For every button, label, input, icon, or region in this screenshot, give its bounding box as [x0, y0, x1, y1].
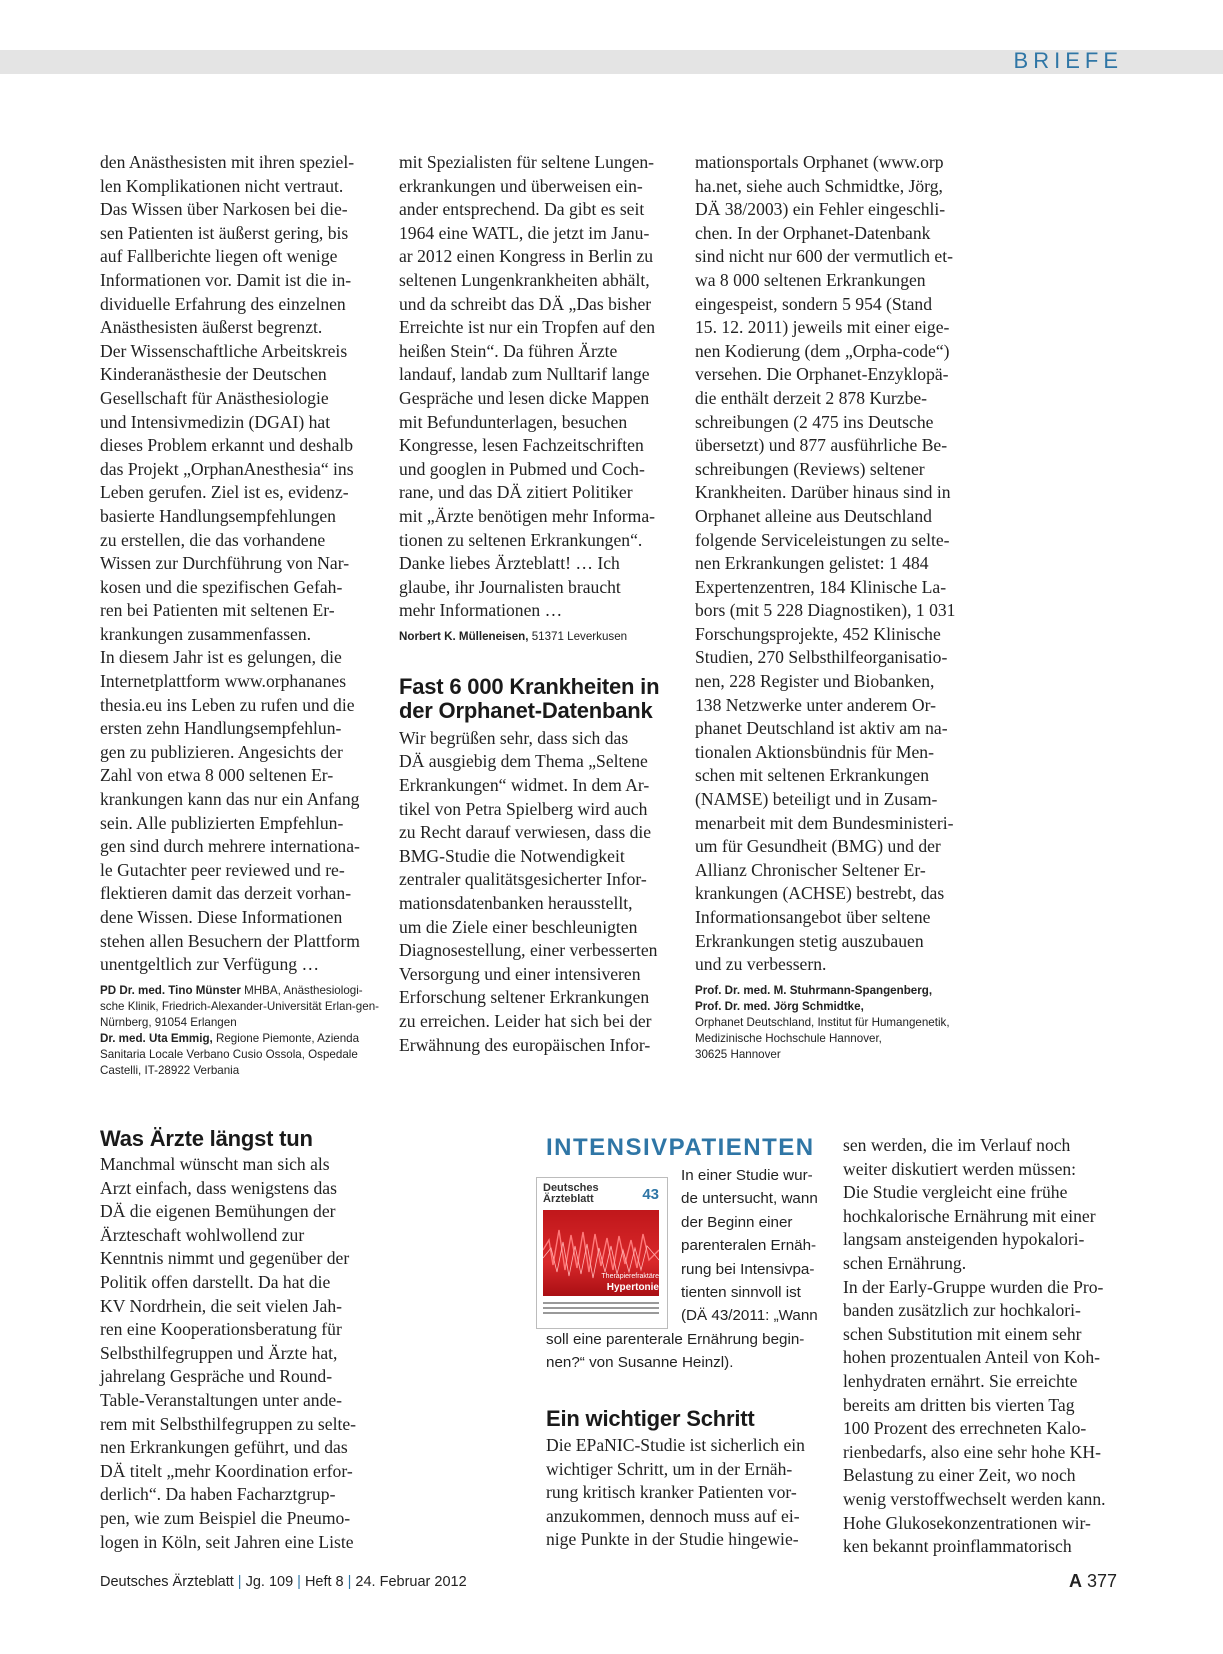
text-line: zu Recht darauf verwiesen, dass die — [399, 822, 652, 843]
text-line: ken bekannt proinflammatorisch — [843, 1536, 1072, 1557]
text-line: de untersucht, wann — [681, 1190, 818, 1208]
text-line: tienten sinnvoll ist — [681, 1284, 801, 1302]
text-line: 100 Prozent des errechneten Kalo- — [843, 1418, 1087, 1439]
text-line: anzukommen, dennoch muss auf ei- — [546, 1505, 800, 1526]
text-line: Manchmal wünscht man sich als — [100, 1154, 330, 1174]
text-line: sind nicht nur 600 der vermutlich et- — [695, 246, 953, 267]
author-name: Prof. Dr. med. M. Stuhrmann-Spangenberg, — [695, 983, 933, 997]
text-line: und Intensivmedizin (DGAI) hat — [100, 411, 331, 432]
text-line: derlich“. Da haben Facharztgrup- — [100, 1484, 336, 1505]
text-line: kosen und die spezifischen Gefah- — [100, 576, 343, 597]
section-label: BRIEFE — [1013, 48, 1123, 73]
text-line: Krankheiten. Darüber hinaus sind in — [695, 482, 951, 503]
text-line: um die Ziele einer beschleunigten — [399, 916, 638, 937]
text-line: tikel von Petra Spielberg wird auch — [399, 798, 648, 819]
text-line: nen Erkrankungen gelistet: 1 484 — [695, 553, 929, 574]
column-2-byline — [399, 629, 681, 645]
text-line: basierte Handlungsempfehlungen — [100, 505, 336, 526]
text-line: krankungen (ACHSE) bestrebt, das — [695, 883, 945, 904]
text-line: ersten zehn Handlungsempfehlun- — [100, 718, 342, 739]
text-line: logen in Köln, seit Jahren eine Liste — [100, 1531, 354, 1552]
text-line: dene Wissen. Diese Informationen — [100, 907, 343, 927]
text-line: folgende Serviceleistungen zu selte- — [695, 529, 950, 550]
text-line: 15. 12. 2011) jeweils mit einer eige- — [695, 317, 950, 338]
text-line: mationsportals Orphanet (www.orp — [695, 152, 944, 172]
text-line: In der Early-Gruppe wurden die Pro- — [843, 1276, 1104, 1297]
text-line: Erwähnung des europäischen Infor- — [399, 1034, 651, 1055]
text-line: nige Punkte in der Studie hingewie- — [546, 1529, 799, 1550]
text-line: Der Wissenschaftliche Arbeitskreis — [100, 340, 348, 361]
text-line: Danke liebes Ärzteblatt! … Ich — [399, 553, 620, 574]
bottom-column-1 — [100, 1127, 382, 1554]
text-line: Gespräche und lesen dicke Mappen — [399, 387, 650, 408]
text-line: ren eine Kooperationsberatung für — [100, 1319, 342, 1340]
text-line: Belastung zu einer Zeit, wo noch — [843, 1465, 1076, 1486]
text-line: Informationsangebot über seltene — [695, 907, 931, 927]
column-1 — [100, 151, 382, 1079]
text-line: weiter diskutiert werden müssen: — [843, 1158, 1077, 1179]
author-name: PD Dr. med. Tino Münster — [100, 983, 241, 997]
text-line: banden zusätzlich zur hochkalori- — [843, 1300, 1081, 1321]
text-line: Politik offen darstellt. Da hat die — [100, 1271, 331, 1292]
text-line: auf Fallberichte liegen oft wenige — [100, 246, 338, 267]
text-line: sen Patienten ist äußerst gering, bis — [100, 222, 349, 243]
text-line: rienbedarfs, also eine sehr hohe KH- — [843, 1441, 1101, 1462]
column-2-text — [399, 151, 681, 623]
text-line: Wissen zur Durchführung von Nar- — [100, 553, 350, 574]
cover-title: Deutsches Ärzteblatt — [543, 1182, 599, 1205]
text-line: heißen Stein“. Da führen Ärzte — [399, 340, 618, 361]
text-line: Arzt einfach, dass wenigstens das — [100, 1177, 337, 1198]
text-line: 1964 eine WATL, die jetzt im Janu- — [399, 222, 650, 243]
text-line: Versorgung und einer intensiveren — [399, 963, 641, 984]
column-1-byline — [100, 983, 382, 1079]
author-name: Norbert K. Mülleneisen, — [399, 629, 529, 643]
text-line: tionen zu seltenen Erkrankungen“. — [399, 529, 643, 550]
text-line: landauf, landab zum Nulltarif lange — [399, 364, 650, 385]
text-line: mit Befundunterlagen, besuchen — [399, 411, 628, 432]
text-line: ren bei Patienten mit seltenen Er- — [100, 600, 335, 621]
text-line: Erforschung seltener Erkrankungen — [399, 987, 650, 1008]
text-line: sen werden, die im Verlauf noch — [843, 1135, 1071, 1155]
text-line: lenhydraten ernährt. Sie erreichte — [843, 1370, 1078, 1391]
author-affiliation: 30625 Hannover — [695, 1047, 781, 1061]
text-line: Allianz Chronischer Seltener Er- — [695, 859, 926, 880]
intensiv-intro-full — [546, 1328, 826, 1375]
journal-volume: Jg. 109 — [245, 1574, 294, 1590]
section-title: INTENSIVPATIENTEN — [546, 1134, 815, 1161]
text-line: Expertenzentren, 184 Klinische La- — [695, 576, 947, 597]
author-affiliation: Medizinische Hochschule Hannover, — [695, 1031, 882, 1045]
author-affiliation: MHBA, Anästhesiologi-sche Klinik, Friedrich-Alexander-Universität Erlan-gen-Nürnberg, 91054 Erlangen — [100, 983, 379, 1029]
text-line: stehen allen Besuchern der Plattform — [100, 930, 360, 951]
journal-date: 24. Februar 2012 — [355, 1574, 467, 1590]
cover-subtitle: Therapierefraktäre — [601, 1273, 659, 1280]
text-line: Zahl von etwa 8 000 seltenen Er- — [100, 765, 334, 786]
text-line: wichtiger Schritt, um in der Ernäh- — [546, 1458, 793, 1479]
journal-cover-image — [536, 1177, 668, 1329]
text-line: schen Substitution mit einem sehr — [843, 1323, 1082, 1344]
author-name: Dr. med. Uta Emmig, — [100, 1031, 213, 1045]
text-line: übersetzt) und 877 ausführliche Be- — [695, 435, 948, 456]
text-line: parenteralen Ernäh- — [681, 1237, 817, 1255]
text-line: mationsdatenbanken herausstellt, — [399, 893, 633, 914]
text-line: Leben gerufen. Ziel ist es, evidenz- — [100, 482, 349, 503]
text-line: zentraler qualitätsgesicherter Infor- — [399, 869, 647, 890]
text-line: In diesem Jahr ist es gelungen, die — [100, 647, 342, 668]
text-line: (NAMSE) beteiligt und in Zusam- — [695, 789, 938, 810]
bottom-column-1-text — [100, 1153, 382, 1554]
text-line: Diagnosestellung, einer verbesserten — [399, 940, 658, 961]
text-line: tionalen Aktionsbündnis für Men- — [695, 741, 934, 762]
text-line: hohen prozentualen Anteil von Koh- — [843, 1347, 1100, 1368]
text-line: nen, 228 Register und Biobanken, — [695, 671, 935, 692]
text-line: len Komplikationen nicht vertraut. — [100, 175, 344, 196]
cover-headline: Hypertonie — [606, 1282, 659, 1293]
text-line: der Beginn einer — [681, 1213, 793, 1231]
text-line: und googlen in Pubmed und Coch- — [399, 458, 645, 479]
author-name: Prof. Dr. med. Jörg Schmidtke, — [695, 999, 864, 1013]
text-line: Orphanet alleine aus Deutschland — [695, 505, 932, 526]
text-line: hochkalorische Ernährung mit einer — [843, 1205, 1096, 1226]
column-3 — [695, 151, 985, 1063]
text-line: soll eine parenterale Ernährung begin- — [546, 1331, 805, 1348]
text-line: DÄ titelt „mehr Koordination erfor- — [100, 1460, 353, 1481]
text-line: Studien, 270 Selbsthilfeorganisatio- — [695, 647, 948, 668]
column-2 — [399, 151, 681, 1057]
text-line: rung kritisch kranker Patienten vor- — [546, 1482, 797, 1503]
text-line: wenig verstoffwechselt werden kann. — [843, 1488, 1106, 1509]
bottom-column-2 — [546, 1407, 828, 1552]
text-line: Erkrankungen“ widmet. In dem Ar- — [399, 775, 650, 796]
text-line: le Gutachter peer reviewed und re- — [100, 859, 345, 880]
page-number: A 377 — [1068, 1571, 1117, 1591]
text-line: Selbsthilfegruppen und Ärzte hat, — [100, 1342, 338, 1363]
text-line: Kinderanästhesie der Deutschen — [100, 364, 327, 385]
text-line: Anästhesisten äußerst begrenzt. — [100, 317, 323, 338]
text-line: rung bei Intensivpa- — [681, 1260, 815, 1278]
text-line: Forschungsprojekte, 452 Klinische — [695, 623, 941, 644]
cover-issue-number: 43 — [642, 1186, 659, 1203]
text-line: rane, und das DÄ zitiert Politiker — [399, 482, 633, 503]
text-line: Hohe Glukosekonzentrationen wir- — [843, 1512, 1091, 1533]
text-line: langsam ansteigenden hypokalori- — [843, 1229, 1085, 1250]
text-line: glaube, ihr Journalisten braucht — [399, 576, 621, 597]
text-line: Das Wissen über Narkosen bei die- — [100, 199, 348, 220]
text-line: BMG-Studie die Notwendigkeit — [399, 845, 625, 866]
text-line: die enthält derzeit 2 878 Kurzbe- — [695, 387, 928, 408]
text-line: und zu verbessern. — [695, 954, 827, 975]
text-line: phanet Deutschland ist aktiv am na- — [695, 718, 948, 739]
text-line: krankungen kann das nur ein Anfang — [100, 789, 360, 810]
text-line: gen sind durch mehrere internationa- — [100, 836, 360, 857]
text-line: Gesellschaft für Anästhesiologie — [100, 387, 329, 408]
text-line: gen zu publizieren. Angesichts der — [100, 741, 343, 762]
author-affiliation: Orphanet Deutschland, Institut für Humangenetik, — [695, 1015, 950, 1029]
text-line: DÄ ausgiebig dem Thema „Seltene — [399, 751, 648, 772]
text-line: Erkrankungen stetig auszubauen — [695, 930, 924, 951]
text-line: unentgeltlich zur Verfügung … — [100, 954, 320, 975]
text-line: Kongresse, lesen Fachzeitschriften — [399, 435, 644, 456]
text-line: Die Studie vergleicht eine frühe — [843, 1182, 1068, 1203]
text-line: dieses Problem erkannt und deshalb — [100, 435, 354, 456]
text-line: nen?“ von Susanne Heinzl). — [546, 1354, 734, 1372]
text-line: dividuelle Erfahrung des einzelnen — [100, 293, 346, 314]
bottom-column-3 — [843, 1134, 1133, 1559]
text-line: Informationen vor. Damit ist die in- — [100, 269, 352, 290]
text-line: bereits am dritten bis vierten Tag — [843, 1394, 1075, 1415]
text-line: schreibungen (2 475 ins Deutsche — [695, 411, 934, 432]
bottom-column-2-text — [546, 1434, 828, 1552]
text-line: und da schreibt das DÄ „Das bisher — [399, 293, 652, 314]
text-line: seltenen Lungenkrankheiten abhält, — [399, 269, 650, 290]
text-line: Internetplattform www.orphananes — [100, 671, 347, 692]
text-line: DÄ 38/2003) ein Fehler eingeschli- — [695, 199, 946, 220]
text-line: nen Erkrankungen geführt, und das — [100, 1437, 348, 1458]
text-line: ander entsprechend. Da gibt es seit — [399, 199, 645, 220]
text-line: mit „Ärzte benötigen mehr Informa- — [399, 505, 655, 526]
text-line: Die EPaNIC-Studie ist sicherlich ein — [546, 1435, 805, 1455]
journal-issue: Heft 8 — [304, 1574, 344, 1590]
text-line: ha.net, siehe auch Schmidtke, Jörg, — [695, 175, 943, 196]
article-heading: Was Ärzte längst tun — [100, 1126, 313, 1151]
intensiv-intro-side — [681, 1164, 826, 1328]
text-line: flektieren damit das derzeit vorhan- — [100, 883, 352, 904]
text-line: mehr Informationen … — [399, 600, 563, 621]
text-line: wa 8 000 seltenen Erkrankungen — [695, 269, 926, 290]
cover-text-lines — [543, 1302, 659, 1317]
article-heading: Ein wichtiger Schritt — [546, 1406, 755, 1431]
journal-name: Deutsches Ärzteblatt — [100, 1574, 234, 1590]
column-3-text — [695, 151, 985, 977]
text-line: Wir begrüßen sehr, dass sich das — [399, 727, 629, 748]
column-3-byline — [695, 983, 985, 1063]
text-line: ar 2012 einen Kongress in Berlin zu — [399, 246, 654, 267]
text-line: thesia.eu ins Leben zu rufen und die — [100, 694, 355, 715]
text-line: krankungen zusammenfassen. — [100, 623, 312, 644]
author-affiliation: Regione Piemonte, Azienda Sanitaria Locale Verbano Cusio Ossola, Ospedale Castelli, IT-28922 Verbania — [100, 1031, 360, 1077]
text-line: mit Spezialisten für seltene Lungen- — [399, 152, 655, 172]
text-line: 138 Netzwerke unter anderem Or- — [695, 694, 936, 715]
text-line: Table-Veranstaltungen unter ande- — [100, 1389, 343, 1410]
text-line: rem mit Selbsthilfegruppen zu selte- — [100, 1413, 357, 1434]
text-line: um für Gesundheit (BMG) und der — [695, 836, 941, 857]
text-line: chen. In der Orphanet-Datenbank — [695, 222, 931, 243]
column-1-text — [100, 151, 382, 977]
text-line: menarbeit mit dem Bundesministeri- — [695, 812, 954, 833]
text-line: Erreichte ist nur ein Tropfen auf den — [399, 317, 656, 338]
text-line: erkrankungen und überweisen ein- — [399, 175, 643, 196]
bottom-column-3-text — [843, 1134, 1133, 1559]
column-2-text-2 — [399, 727, 681, 1057]
article-heading: Fast 6 000 Krankheiten in der Orphanet-Datenbank — [399, 673, 660, 723]
text-line: zu erstellen, die das vorhandene — [100, 529, 326, 550]
text-line: (DÄ 43/2011: „Wann — [681, 1307, 818, 1325]
text-line: nen Kodierung (dem „Orpha-code“) — [695, 340, 950, 361]
text-line: eingespeist, sondern 5 954 (Stand — [695, 293, 932, 314]
text-line: Ärzteschaft wohlwollend zur — [100, 1224, 305, 1245]
text-line: schen Ernährung. — [843, 1252, 967, 1273]
text-line: pen, wie zum Beispiel die Pneumo- — [100, 1507, 351, 1528]
text-line: sein. Alle publizierten Empfehlun- — [100, 812, 344, 833]
text-line: schreibungen (Reviews) seltener — [695, 458, 925, 479]
author-affiliation: 51371 Leverkusen — [528, 629, 628, 643]
text-line: jahrelang Gespräche und Round- — [100, 1366, 333, 1387]
page-footer: Deutsches Ärzteblatt | Jg. 109 | Heft 8 | 24. Februar 2012 — [100, 1574, 467, 1590]
text-line: den Anästhesisten mit ihren speziel- — [100, 152, 355, 172]
text-line: das Projekt „OrphanAnesthesia“ ins — [100, 458, 354, 479]
text-line: versehen. Die Orphanet-Enzyklopä- — [695, 364, 949, 385]
text-line: zu erreichen. Leider hat sich bei der — [399, 1011, 652, 1031]
text-line: DÄ die eigenen Bemühungen der — [100, 1201, 336, 1222]
text-line: Kenntnis nimmt und gegenüber der — [100, 1248, 350, 1269]
text-line: In einer Studie wur- — [681, 1167, 813, 1184]
text-line: schen mit seltenen Erkrankungen — [695, 765, 930, 786]
text-line: bors (mit 5 228 Diagnostiken), 1 031 — [695, 600, 956, 621]
text-line: KV Nordrhein, die seit vielen Jah- — [100, 1295, 343, 1316]
